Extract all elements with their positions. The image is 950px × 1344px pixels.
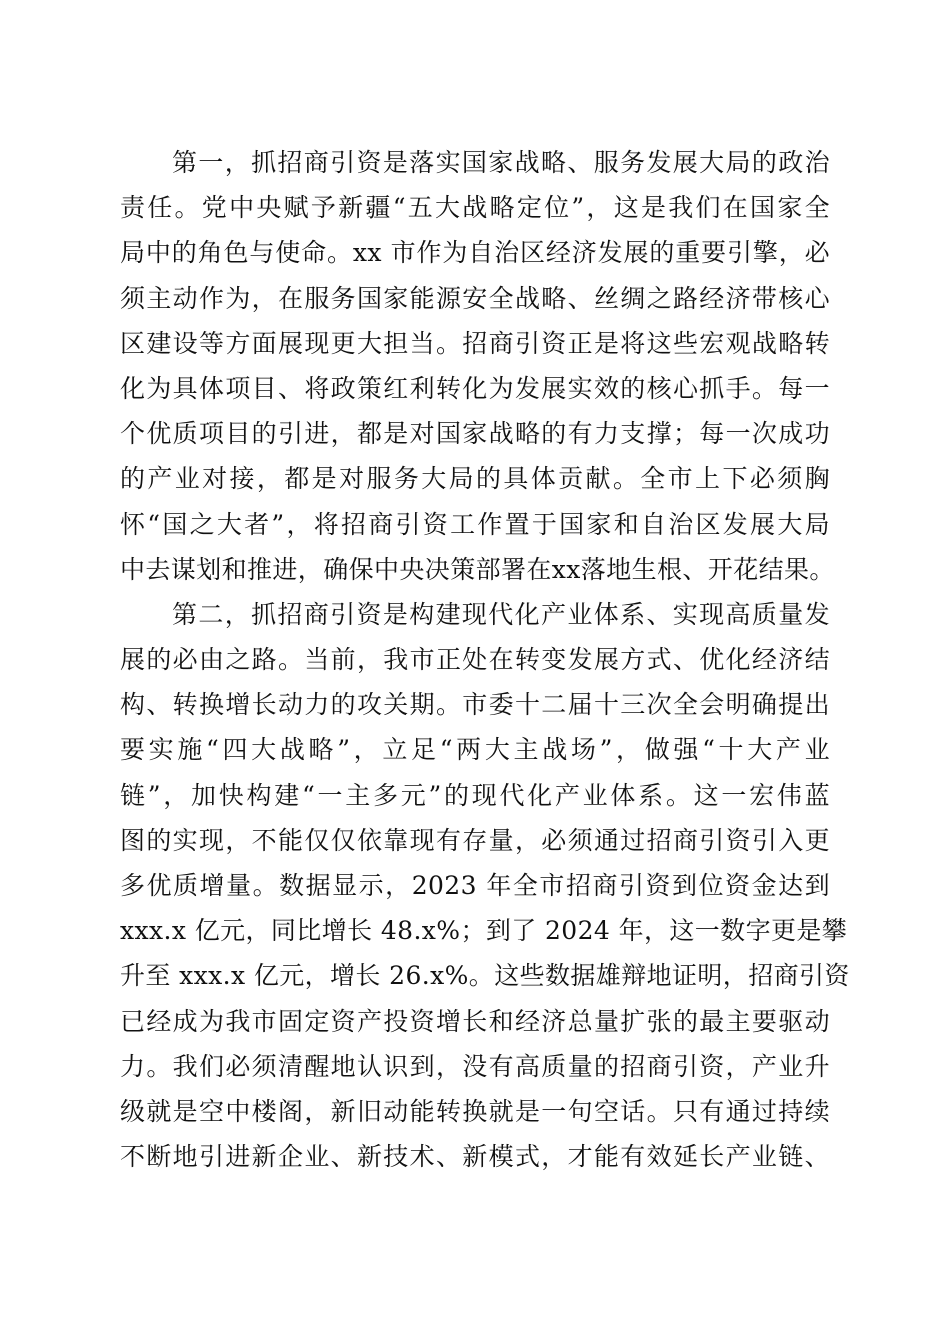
text-line: 展的必由之路。当前，我市正处在转变发展方式、优化经济结 (120, 645, 830, 675)
text-line: 多优质增量。数据显示，2023 年全市招商引资到位资金达到 (120, 871, 830, 900)
text-line: 级就是空中楼阁，新旧动能转换就是一句空话。只有通过持续 (120, 1096, 830, 1126)
text-line: 不断地引进新企业、新技术、新模式，才能有效延长产业链、 (120, 1142, 830, 1172)
text-line: 的产业对接，都是对服务大局的具体贡献。全市上下必须胸 (120, 464, 830, 494)
text-line: 链”，加快构建“一主多元”的现代化产业体系。这一宏伟蓝 (120, 780, 830, 810)
text-line: 图的实现，不能仅仅依靠现有存量，必须通过招商引资引入更 (120, 825, 830, 855)
text-line: 第一，抓招商引资是落实国家战略、服务发展大局的政治 (172, 148, 830, 177)
text-line: 升至 xxx.x 亿元，增长 26.x%。这些数据雄辩地证明，招商引资 (120, 961, 850, 991)
text-line: 已经成为我市固定资产投资增长和经济总量扩张的最主要驱动 (120, 1006, 830, 1036)
paragraph-1 (120, 140, 835, 592)
text-line: 局中的角色与使命。xx 市作为自治区经济发展的重要引擎，必 (120, 238, 830, 268)
text-line: xxx.x 亿元，同比增长 48.x%；到了 2024 年，这一数字更是攀 (120, 916, 848, 946)
text-line: 第二，抓招商引资是构建现代化产业体系、实现高质量发 (172, 599, 830, 629)
text-line: 构、转换增长动力的攻关期。市委十二届十三次全会明确提出 (120, 690, 830, 720)
text-line: 中去谋划和推进，确保中央决策部署在xx落地生根、开花结果。 (120, 554, 835, 584)
text-line: 要实施“四大战略”，立足“两大主战场”，做强“十大产业 (120, 735, 830, 765)
text-line: 区建设等方面展现更大担当。招商引资正是将这些宏观战略转 (120, 328, 830, 358)
document-body (120, 140, 850, 1179)
paragraph-2 (120, 592, 850, 1179)
text-line: 个优质项目的引进，都是对国家战略的有力支撑；每一次成功 (120, 419, 830, 449)
text-line: 须主动作为，在服务国家能源安全战略、丝绸之路经济带核心 (120, 283, 830, 313)
text-line: 怀“国之大者”，将招商引资工作置于国家和自治区发展大局 (120, 509, 830, 539)
text-line: 责任。党中央赋予新疆“五大战略定位”，这是我们在国家全 (120, 193, 830, 223)
text-line: 化为具体项目、将政策红利转化为发展实效的核心抓手。每一 (120, 373, 830, 403)
text-line: 力。我们必须清醒地认识到，没有高质量的招商引资，产业升 (120, 1051, 830, 1081)
